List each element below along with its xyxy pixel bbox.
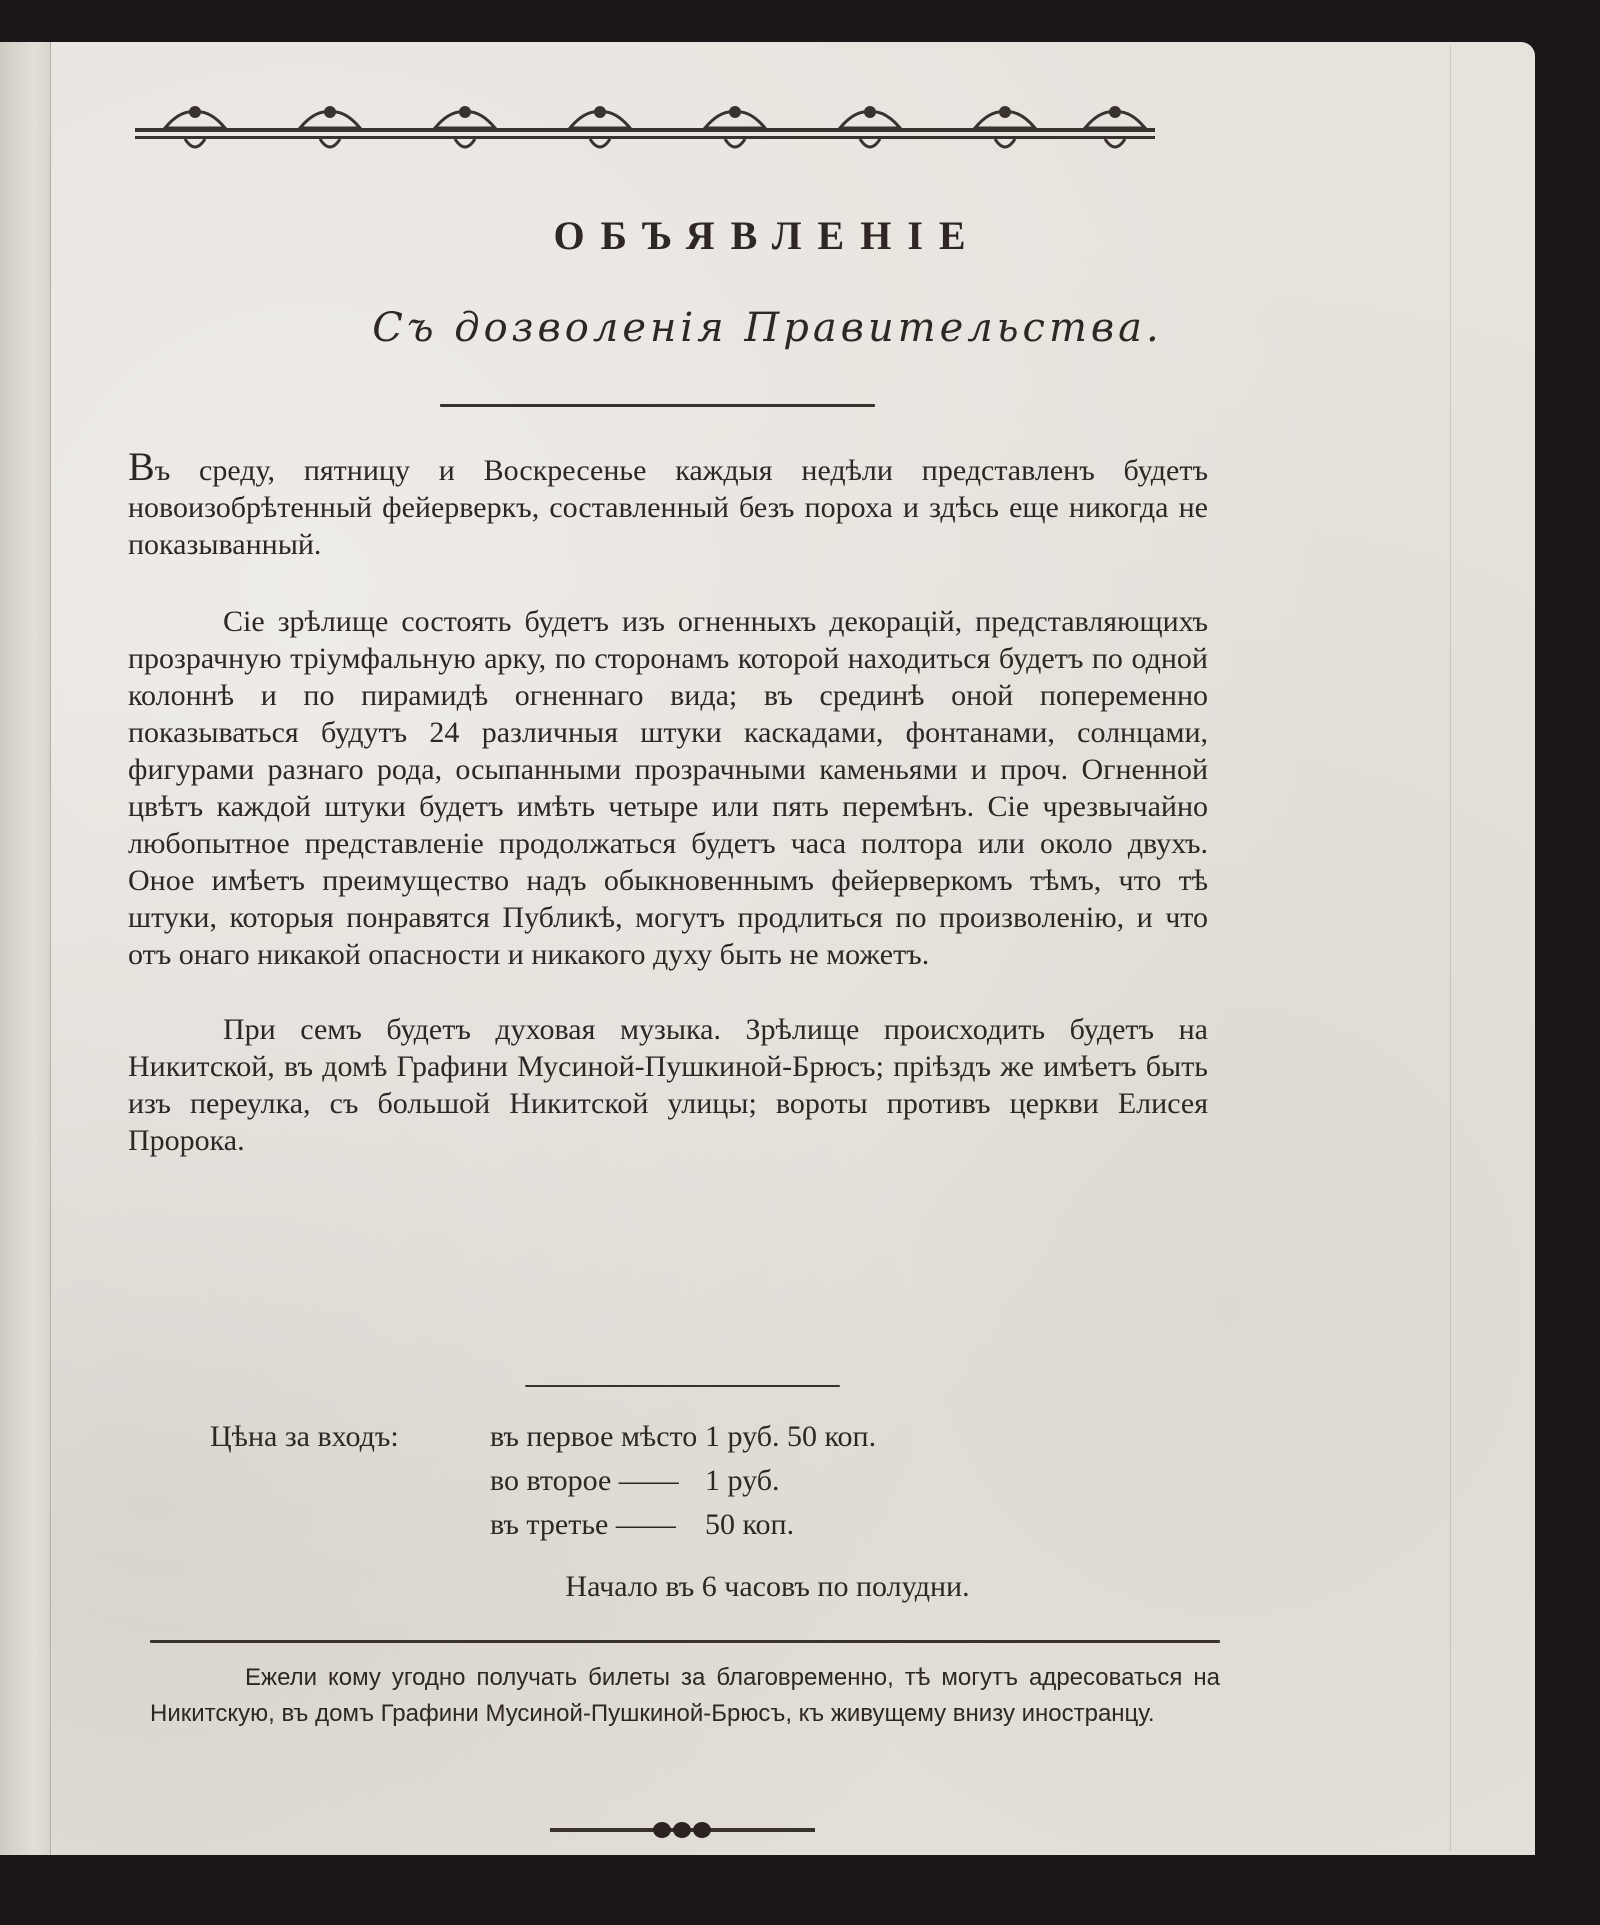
document-title: ОБЪЯВЛЕНІЕ	[553, 213, 982, 258]
drop-cap: В	[128, 444, 155, 489]
price-row-third: въ третье —— 50 коп.	[490, 1508, 795, 1541]
price-list	[210, 1415, 876, 1547]
prices-divider	[525, 1385, 840, 1387]
price-row-first: Цѣна за входъ: въ первое мѣсто 1 руб. 50 коп.	[210, 1415, 876, 1459]
document-subtitle: Съ дозволенія Правительства.	[372, 305, 1163, 351]
tailpiece-ornament-icon	[550, 1822, 815, 1838]
floral-border-ornament-icon	[135, 100, 1155, 155]
footnote-divider	[150, 1640, 1220, 1643]
price-row-second: во второе —— 1 руб.	[490, 1464, 780, 1497]
paragraph-location: При семъ будетъ духовая музыка. Зрѣлище происходить будетъ на Никитской, въ домѣ Графини Мусиной-Пушкиной-Брюсъ; пріѣздъ же имѣетъ быть изъ переулка, съ большой Никитской улицы; вороты противъ церкви Елисея Пророка.	[128, 1013, 1208, 1157]
price-label: Цѣна за входъ:	[210, 1420, 399, 1453]
paragraph-description: Сіе зрѣлище состоять будетъ изъ огненныхъ декорацій, представляющихъ прозрачную тріумфальную арку, по сторонамъ которой находиться будетъ по одной колоннѣ и по пирамидѣ огненнаго вида; въ срединѣ оной попеременно показываться будутъ 24 различныя штуки каскадами, фонтанами, солнцами, фигурами разнаго рода, осыпанными прозрачными каменьями и проч. Огненной цвѣтъ каждой штуки будетъ имѣть четыре или пять перемѣнъ. Сіе чрезвычайно любопытное представленіе продолжаться будетъ часа полтора или около двухъ. Оное имѣетъ преимущество надъ обыкновеннымъ фейерверкомъ тѣмъ, что тѣ штуки, которыя понравятся Публикѣ, могутъ продлиться по произволенію, и что отъ онаго никакой опасности и никакого духу быть не можетъ.	[128, 605, 1208, 971]
start-time: Начало въ 6 часовъ по полудни.	[565, 1570, 970, 1603]
paragraph-schedule: Въ среду, пятницу и Воскресенье каждыя недѣли представленъ будетъ новоизобрѣтенный фейерверкъ, составленный безъ пороха и здѣсь еще никогда не показыванный.	[128, 444, 1208, 561]
title-divider	[440, 404, 875, 407]
announcement-body	[128, 444, 1208, 1159]
footnote: Ежели кому угодно получать билеты за благовременно, тѣ могутъ адресоваться на Никитскую, въ домъ Графини Мусиной-Пушкиной-Брюсъ, къ живущему внизу иностранцу.	[150, 1664, 1220, 1727]
